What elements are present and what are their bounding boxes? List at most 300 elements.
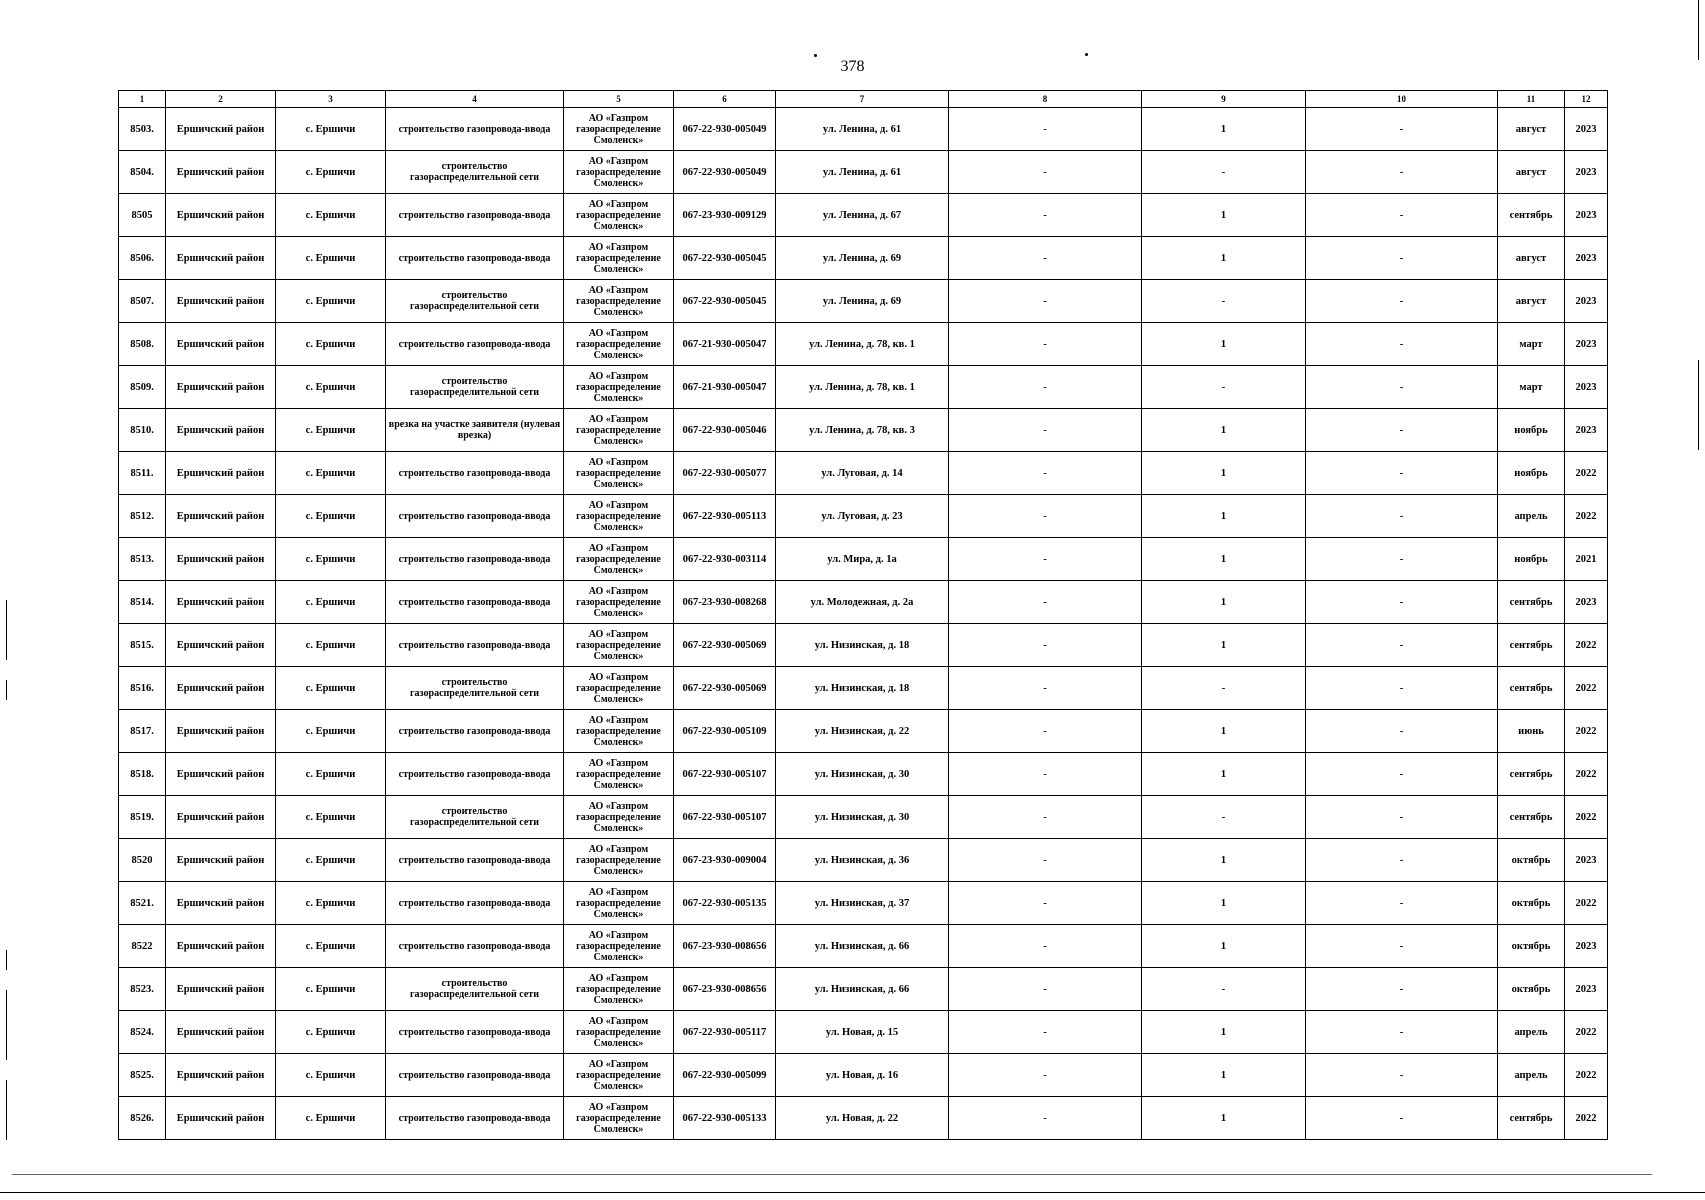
column-9-cell: - [1142, 968, 1306, 1011]
column-9-cell: 1 [1142, 581, 1306, 624]
column-header: 7 [776, 91, 949, 108]
column-header: 4 [386, 91, 564, 108]
column-8-cell: - [949, 710, 1142, 753]
application-code-cell: 067-22-930-005045 [674, 280, 776, 323]
application-code-cell: 067-22-930-005049 [674, 151, 776, 194]
year-cell: 2022 [1565, 624, 1608, 667]
row-number: 8510. [119, 409, 166, 452]
month-cell: сентябрь [1498, 581, 1565, 624]
column-9-cell: 1 [1142, 323, 1306, 366]
district-cell: Ершичский район [166, 839, 276, 882]
application-code-cell: 067-22-930-005107 [674, 796, 776, 839]
table-row [119, 667, 1608, 710]
column-header: 6 [674, 91, 776, 108]
table-row [119, 796, 1608, 839]
application-code-cell: 067-23-930-008656 [674, 968, 776, 1011]
table-row [119, 1097, 1608, 1140]
column-10-cell: - [1306, 667, 1498, 710]
column-10-cell: - [1306, 1097, 1498, 1140]
year-cell: 2023 [1565, 925, 1608, 968]
scan-edge-mark [6, 950, 7, 970]
organization-cell: АО «Газпром газораспределение Смоленск» [564, 366, 674, 409]
table-row [119, 280, 1608, 323]
settlement-cell: с. Ершичи [276, 495, 386, 538]
column-header: 1 [119, 91, 166, 108]
year-cell: 2022 [1565, 495, 1608, 538]
row-number: 8513. [119, 538, 166, 581]
organization-cell: АО «Газпром газораспределение Смоленск» [564, 710, 674, 753]
month-cell: сентябрь [1498, 624, 1565, 667]
column-8-cell: - [949, 581, 1142, 624]
work-type-cell: врезка на участке заявителя (нулевая врезка) [386, 409, 564, 452]
settlement-cell: с. Ершичи [276, 538, 386, 581]
settlement-cell: с. Ершичи [276, 710, 386, 753]
column-header: 11 [1498, 91, 1565, 108]
organization-cell: АО «Газпром газораспределение Смоленск» [564, 495, 674, 538]
address-cell: ул. Низинская, д. 30 [776, 753, 949, 796]
month-cell: сентябрь [1498, 667, 1565, 710]
row-number: 8518. [119, 753, 166, 796]
table-row [119, 925, 1608, 968]
table-row [119, 538, 1608, 581]
organization-cell: АО «Газпром газораспределение Смоленск» [564, 667, 674, 710]
work-type-cell: строительство газопровода-ввода [386, 581, 564, 624]
column-10-cell: - [1306, 495, 1498, 538]
column-8-cell: - [949, 538, 1142, 581]
address-cell: ул. Ленина, д. 61 [776, 108, 949, 151]
work-type-cell: строительство газопровода-ввода [386, 237, 564, 280]
table-row [119, 194, 1608, 237]
year-cell: 2022 [1565, 882, 1608, 925]
organization-cell: АО «Газпром газораспределение Смоленск» [564, 1054, 674, 1097]
address-cell: ул. Низинская, д. 22 [776, 710, 949, 753]
column-8-cell: - [949, 839, 1142, 882]
organization-cell: АО «Газпром газораспределение Смоленск» [564, 925, 674, 968]
settlement-cell: с. Ершичи [276, 366, 386, 409]
work-type-cell: строительство газопровода-ввода [386, 882, 564, 925]
application-code-cell: 067-21-930-005047 [674, 323, 776, 366]
month-cell: апрель [1498, 1054, 1565, 1097]
column-header: 3 [276, 91, 386, 108]
application-code-cell: 067-22-930-005117 [674, 1011, 776, 1054]
column-9-cell: 1 [1142, 538, 1306, 581]
address-cell: ул. Низинская, д. 37 [776, 882, 949, 925]
application-code-cell: 067-22-930-005135 [674, 882, 776, 925]
year-cell: 2023 [1565, 194, 1608, 237]
column-8-cell: - [949, 925, 1142, 968]
application-code-cell: 067-22-930-003114 [674, 538, 776, 581]
organization-cell: АО «Газпром газораспределение Смоленск» [564, 323, 674, 366]
column-10-cell: - [1306, 237, 1498, 280]
table-row [119, 1011, 1608, 1054]
application-code-cell: 067-22-930-005109 [674, 710, 776, 753]
organization-cell: АО «Газпром газораспределение Смоленск» [564, 108, 674, 151]
column-9-cell: 1 [1142, 409, 1306, 452]
row-number: 8520 [119, 839, 166, 882]
work-type-cell: строительство газопровода-ввода [386, 452, 564, 495]
column-10-cell: - [1306, 753, 1498, 796]
year-cell: 2022 [1565, 796, 1608, 839]
organization-cell: АО «Газпром газораспределение Смоленск» [564, 624, 674, 667]
month-cell: октябрь [1498, 839, 1565, 882]
column-9-cell: 1 [1142, 108, 1306, 151]
address-cell: ул. Низинская, д. 66 [776, 968, 949, 1011]
settlement-cell: с. Ершичи [276, 1011, 386, 1054]
year-cell: 2022 [1565, 452, 1608, 495]
district-cell: Ершичский район [166, 753, 276, 796]
organization-cell: АО «Газпром газораспределение Смоленск» [564, 796, 674, 839]
settlement-cell: с. Ершичи [276, 194, 386, 237]
year-cell: 2022 [1565, 1054, 1608, 1097]
column-10-cell: - [1306, 280, 1498, 323]
district-cell: Ершичский район [166, 1054, 276, 1097]
month-cell: июнь [1498, 710, 1565, 753]
row-number: 8523. [119, 968, 166, 1011]
month-cell: август [1498, 108, 1565, 151]
month-cell: сентябрь [1498, 194, 1565, 237]
scan-edge-mark [1698, 360, 1699, 450]
column-10-cell: - [1306, 538, 1498, 581]
column-10-cell: - [1306, 323, 1498, 366]
column-9-cell: 1 [1142, 194, 1306, 237]
district-cell: Ершичский район [166, 151, 276, 194]
year-cell: 2022 [1565, 710, 1608, 753]
column-8-cell: - [949, 151, 1142, 194]
month-cell: ноябрь [1498, 538, 1565, 581]
application-code-cell: 067-22-930-005045 [674, 237, 776, 280]
column-10-cell: - [1306, 710, 1498, 753]
district-cell: Ершичский район [166, 581, 276, 624]
work-type-cell: строительство газопровода-ввода [386, 538, 564, 581]
month-cell: август [1498, 280, 1565, 323]
bottom-rule [12, 1174, 1652, 1175]
organization-cell: АО «Газпром газораспределение Смоленск» [564, 409, 674, 452]
district-cell: Ершичский район [166, 538, 276, 581]
application-code-cell: 067-22-930-005099 [674, 1054, 776, 1097]
scan-edge-mark [6, 1080, 7, 1140]
column-10-cell: - [1306, 366, 1498, 409]
row-number: 8526. [119, 1097, 166, 1140]
column-10-cell: - [1306, 409, 1498, 452]
address-cell: ул. Ленина, д. 78, кв. 1 [776, 366, 949, 409]
settlement-cell: с. Ершичи [276, 1097, 386, 1140]
settlement-cell: с. Ершичи [276, 1054, 386, 1097]
address-cell: ул. Ленина, д. 67 [776, 194, 949, 237]
address-cell: ул. Молодежная, д. 2а [776, 581, 949, 624]
column-10-cell: - [1306, 796, 1498, 839]
column-10-cell: - [1306, 151, 1498, 194]
address-cell: ул. Ленина, д. 69 [776, 237, 949, 280]
row-number: 8525. [119, 1054, 166, 1097]
column-9-cell: 1 [1142, 495, 1306, 538]
row-number: 8506. [119, 237, 166, 280]
column-10-cell: - [1306, 624, 1498, 667]
column-header: 10 [1306, 91, 1498, 108]
year-cell: 2021 [1565, 538, 1608, 581]
settlement-cell: с. Ершичи [276, 925, 386, 968]
column-8-cell: - [949, 366, 1142, 409]
district-cell: Ершичский район [166, 667, 276, 710]
table-row [119, 624, 1608, 667]
address-cell: ул. Новая, д. 22 [776, 1097, 949, 1140]
scan-edge-mark [6, 990, 7, 1060]
month-cell: ноябрь [1498, 452, 1565, 495]
settlement-cell: с. Ершичи [276, 237, 386, 280]
work-type-cell: строительство газораспределительной сети [386, 280, 564, 323]
district-cell: Ершичский район [166, 710, 276, 753]
organization-cell: АО «Газпром газораспределение Смоленск» [564, 194, 674, 237]
scan-speck [1085, 53, 1088, 56]
district-cell: Ершичский район [166, 1011, 276, 1054]
table-row [119, 1054, 1608, 1097]
application-code-cell: 067-22-930-005049 [674, 108, 776, 151]
table-row [119, 237, 1608, 280]
column-9-cell: - [1142, 151, 1306, 194]
organization-cell: АО «Газпром газораспределение Смоленск» [564, 882, 674, 925]
scan-edge-mark [6, 600, 7, 660]
address-cell: ул. Низинская, д. 30 [776, 796, 949, 839]
column-10-cell: - [1306, 1011, 1498, 1054]
address-cell: ул. Низинская, д. 18 [776, 624, 949, 667]
table-row [119, 495, 1608, 538]
application-code-cell: 067-22-930-005107 [674, 753, 776, 796]
address-cell: ул. Низинская, д. 66 [776, 925, 949, 968]
settlement-cell: с. Ершичи [276, 753, 386, 796]
month-cell: апрель [1498, 495, 1565, 538]
column-9-cell: 1 [1142, 753, 1306, 796]
row-number: 8517. [119, 710, 166, 753]
address-cell: ул. Низинская, д. 18 [776, 667, 949, 710]
table-row [119, 753, 1608, 796]
year-cell: 2023 [1565, 237, 1608, 280]
month-cell: октябрь [1498, 882, 1565, 925]
district-cell: Ершичский район [166, 968, 276, 1011]
organization-cell: АО «Газпром газораспределение Смоленск» [564, 151, 674, 194]
column-9-cell: 1 [1142, 839, 1306, 882]
month-cell: сентябрь [1498, 796, 1565, 839]
table-row [119, 882, 1608, 925]
work-type-cell: строительство газопровода-ввода [386, 495, 564, 538]
work-type-cell: строительство газораспределительной сети [386, 151, 564, 194]
table-row [119, 323, 1608, 366]
column-header: 8 [949, 91, 1142, 108]
organization-cell: АО «Газпром газораспределение Смоленск» [564, 237, 674, 280]
row-number: 8504. [119, 151, 166, 194]
table-row [119, 452, 1608, 495]
organization-cell: АО «Газпром газораспределение Смоленск» [564, 1097, 674, 1140]
address-cell: ул. Ленина, д. 69 [776, 280, 949, 323]
column-8-cell: - [949, 495, 1142, 538]
application-code-cell: 067-22-930-005133 [674, 1097, 776, 1140]
year-cell: 2023 [1565, 366, 1608, 409]
settlement-cell: с. Ершичи [276, 108, 386, 151]
column-9-cell: - [1142, 796, 1306, 839]
district-cell: Ершичский район [166, 409, 276, 452]
organization-cell: АО «Газпром газораспределение Смоленск» [564, 968, 674, 1011]
application-code-cell: 067-23-930-009129 [674, 194, 776, 237]
work-type-cell: строительство газопровода-ввода [386, 108, 564, 151]
column-9-cell: 1 [1142, 624, 1306, 667]
column-10-cell: - [1306, 839, 1498, 882]
column-9-cell: 1 [1142, 925, 1306, 968]
table-header-row [119, 91, 1608, 108]
column-8-cell: - [949, 667, 1142, 710]
column-10-cell: - [1306, 108, 1498, 151]
column-header: 12 [1565, 91, 1608, 108]
month-cell: сентябрь [1498, 753, 1565, 796]
address-cell: ул. Ленина, д. 61 [776, 151, 949, 194]
column-9-cell: 1 [1142, 882, 1306, 925]
application-code-cell: 067-22-930-005046 [674, 409, 776, 452]
row-number: 8508. [119, 323, 166, 366]
work-type-cell: строительство газораспределительной сети [386, 796, 564, 839]
year-cell: 2023 [1565, 968, 1608, 1011]
row-number: 8516. [119, 667, 166, 710]
settlement-cell: с. Ершичи [276, 323, 386, 366]
application-code-cell: 067-21-930-005047 [674, 366, 776, 409]
column-8-cell: - [949, 753, 1142, 796]
work-type-cell: строительство газопровода-ввода [386, 839, 564, 882]
column-header: 5 [564, 91, 674, 108]
address-cell: ул. Низинская, д. 36 [776, 839, 949, 882]
row-number: 8503. [119, 108, 166, 151]
month-cell: сентябрь [1498, 1097, 1565, 1140]
column-10-cell: - [1306, 581, 1498, 624]
row-number: 8514. [119, 581, 166, 624]
settlement-cell: с. Ершичи [276, 409, 386, 452]
work-type-cell: строительство газопровода-ввода [386, 925, 564, 968]
organization-cell: АО «Газпром газораспределение Смоленск» [564, 839, 674, 882]
year-cell: 2023 [1565, 323, 1608, 366]
row-number: 8505 [119, 194, 166, 237]
settlement-cell: с. Ершичи [276, 839, 386, 882]
table-row [119, 366, 1608, 409]
application-code-cell: 067-23-930-009004 [674, 839, 776, 882]
column-8-cell: - [949, 1054, 1142, 1097]
work-type-cell: строительство газопровода-ввода [386, 1011, 564, 1054]
settlement-cell: с. Ершичи [276, 452, 386, 495]
settlement-cell: с. Ершичи [276, 968, 386, 1011]
column-10-cell: - [1306, 882, 1498, 925]
row-number: 8511. [119, 452, 166, 495]
district-cell: Ершичский район [166, 452, 276, 495]
work-type-cell: строительство газораспределительной сети [386, 968, 564, 1011]
column-8-cell: - [949, 237, 1142, 280]
year-cell: 2023 [1565, 581, 1608, 624]
column-8-cell: - [949, 1097, 1142, 1140]
column-8-cell: - [949, 409, 1142, 452]
column-10-cell: - [1306, 1054, 1498, 1097]
year-cell: 2022 [1565, 667, 1608, 710]
address-cell: ул. Луговая, д. 14 [776, 452, 949, 495]
district-cell: Ершичский район [166, 624, 276, 667]
row-number: 8522 [119, 925, 166, 968]
table-row [119, 151, 1608, 194]
district-cell: Ершичский район [166, 1097, 276, 1140]
row-number: 8521. [119, 882, 166, 925]
district-cell: Ершичский район [166, 237, 276, 280]
row-number: 8509. [119, 366, 166, 409]
column-8-cell: - [949, 452, 1142, 495]
organization-cell: АО «Газпром газораспределение Смоленск» [564, 280, 674, 323]
column-10-cell: - [1306, 925, 1498, 968]
work-type-cell: строительство газопровода-ввода [386, 710, 564, 753]
settlement-cell: с. Ершичи [276, 882, 386, 925]
application-code-cell: 067-23-930-008268 [674, 581, 776, 624]
settlement-cell: с. Ершичи [276, 667, 386, 710]
column-header: 9 [1142, 91, 1306, 108]
year-cell: 2023 [1565, 108, 1608, 151]
organization-cell: АО «Газпром газораспределение Смоленск» [564, 1011, 674, 1054]
application-code-cell: 067-22-930-005069 [674, 624, 776, 667]
row-number: 8524. [119, 1011, 166, 1054]
organization-cell: АО «Газпром газораспределение Смоленск» [564, 538, 674, 581]
work-type-cell: строительство газопровода-ввода [386, 1097, 564, 1140]
table-row [119, 710, 1608, 753]
district-cell: Ершичский район [166, 280, 276, 323]
district-cell: Ершичский район [166, 925, 276, 968]
column-8-cell: - [949, 796, 1142, 839]
column-8-cell: - [949, 882, 1142, 925]
column-9-cell: - [1142, 667, 1306, 710]
column-8-cell: - [949, 108, 1142, 151]
column-9-cell: 1 [1142, 710, 1306, 753]
scan-edge-mark [6, 680, 7, 700]
table-body [119, 108, 1608, 1140]
column-9-cell: 1 [1142, 1011, 1306, 1054]
registry-table [118, 90, 1608, 1140]
table-row [119, 409, 1608, 452]
district-cell: Ершичский район [166, 323, 276, 366]
month-cell: октябрь [1498, 968, 1565, 1011]
address-cell: ул. Ленина, д. 78, кв. 1 [776, 323, 949, 366]
column-10-cell: - [1306, 452, 1498, 495]
table-row [119, 108, 1608, 151]
table-row [119, 839, 1608, 882]
address-cell: ул. Новая, д. 16 [776, 1054, 949, 1097]
application-code-cell: 067-23-930-008656 [674, 925, 776, 968]
page-number: 378 [840, 58, 865, 75]
column-10-cell: - [1306, 968, 1498, 1011]
district-cell: Ершичский район [166, 194, 276, 237]
month-cell: апрель [1498, 1011, 1565, 1054]
column-8-cell: - [949, 323, 1142, 366]
column-8-cell: - [949, 1011, 1142, 1054]
organization-cell: АО «Газпром газораспределение Смоленск» [564, 452, 674, 495]
scan-edge-mark [1698, 0, 1699, 60]
row-number: 8507. [119, 280, 166, 323]
table-row [119, 968, 1608, 1011]
month-cell: август [1498, 237, 1565, 280]
column-header: 2 [166, 91, 276, 108]
column-9-cell: 1 [1142, 237, 1306, 280]
scan-speck [814, 54, 817, 57]
settlement-cell: с. Ершичи [276, 624, 386, 667]
bottom-rule [0, 1192, 1705, 1193]
work-type-cell: строительство газопровода-ввода [386, 194, 564, 237]
address-cell: ул. Мира, д. 1а [776, 538, 949, 581]
year-cell: 2022 [1565, 753, 1608, 796]
year-cell: 2022 [1565, 1011, 1608, 1054]
year-cell: 2022 [1565, 1097, 1608, 1140]
district-cell: Ершичский район [166, 796, 276, 839]
district-cell: Ершичский район [166, 366, 276, 409]
column-8-cell: - [949, 194, 1142, 237]
table-row [119, 581, 1608, 624]
settlement-cell: с. Ершичи [276, 796, 386, 839]
month-cell: март [1498, 366, 1565, 409]
month-cell: март [1498, 323, 1565, 366]
